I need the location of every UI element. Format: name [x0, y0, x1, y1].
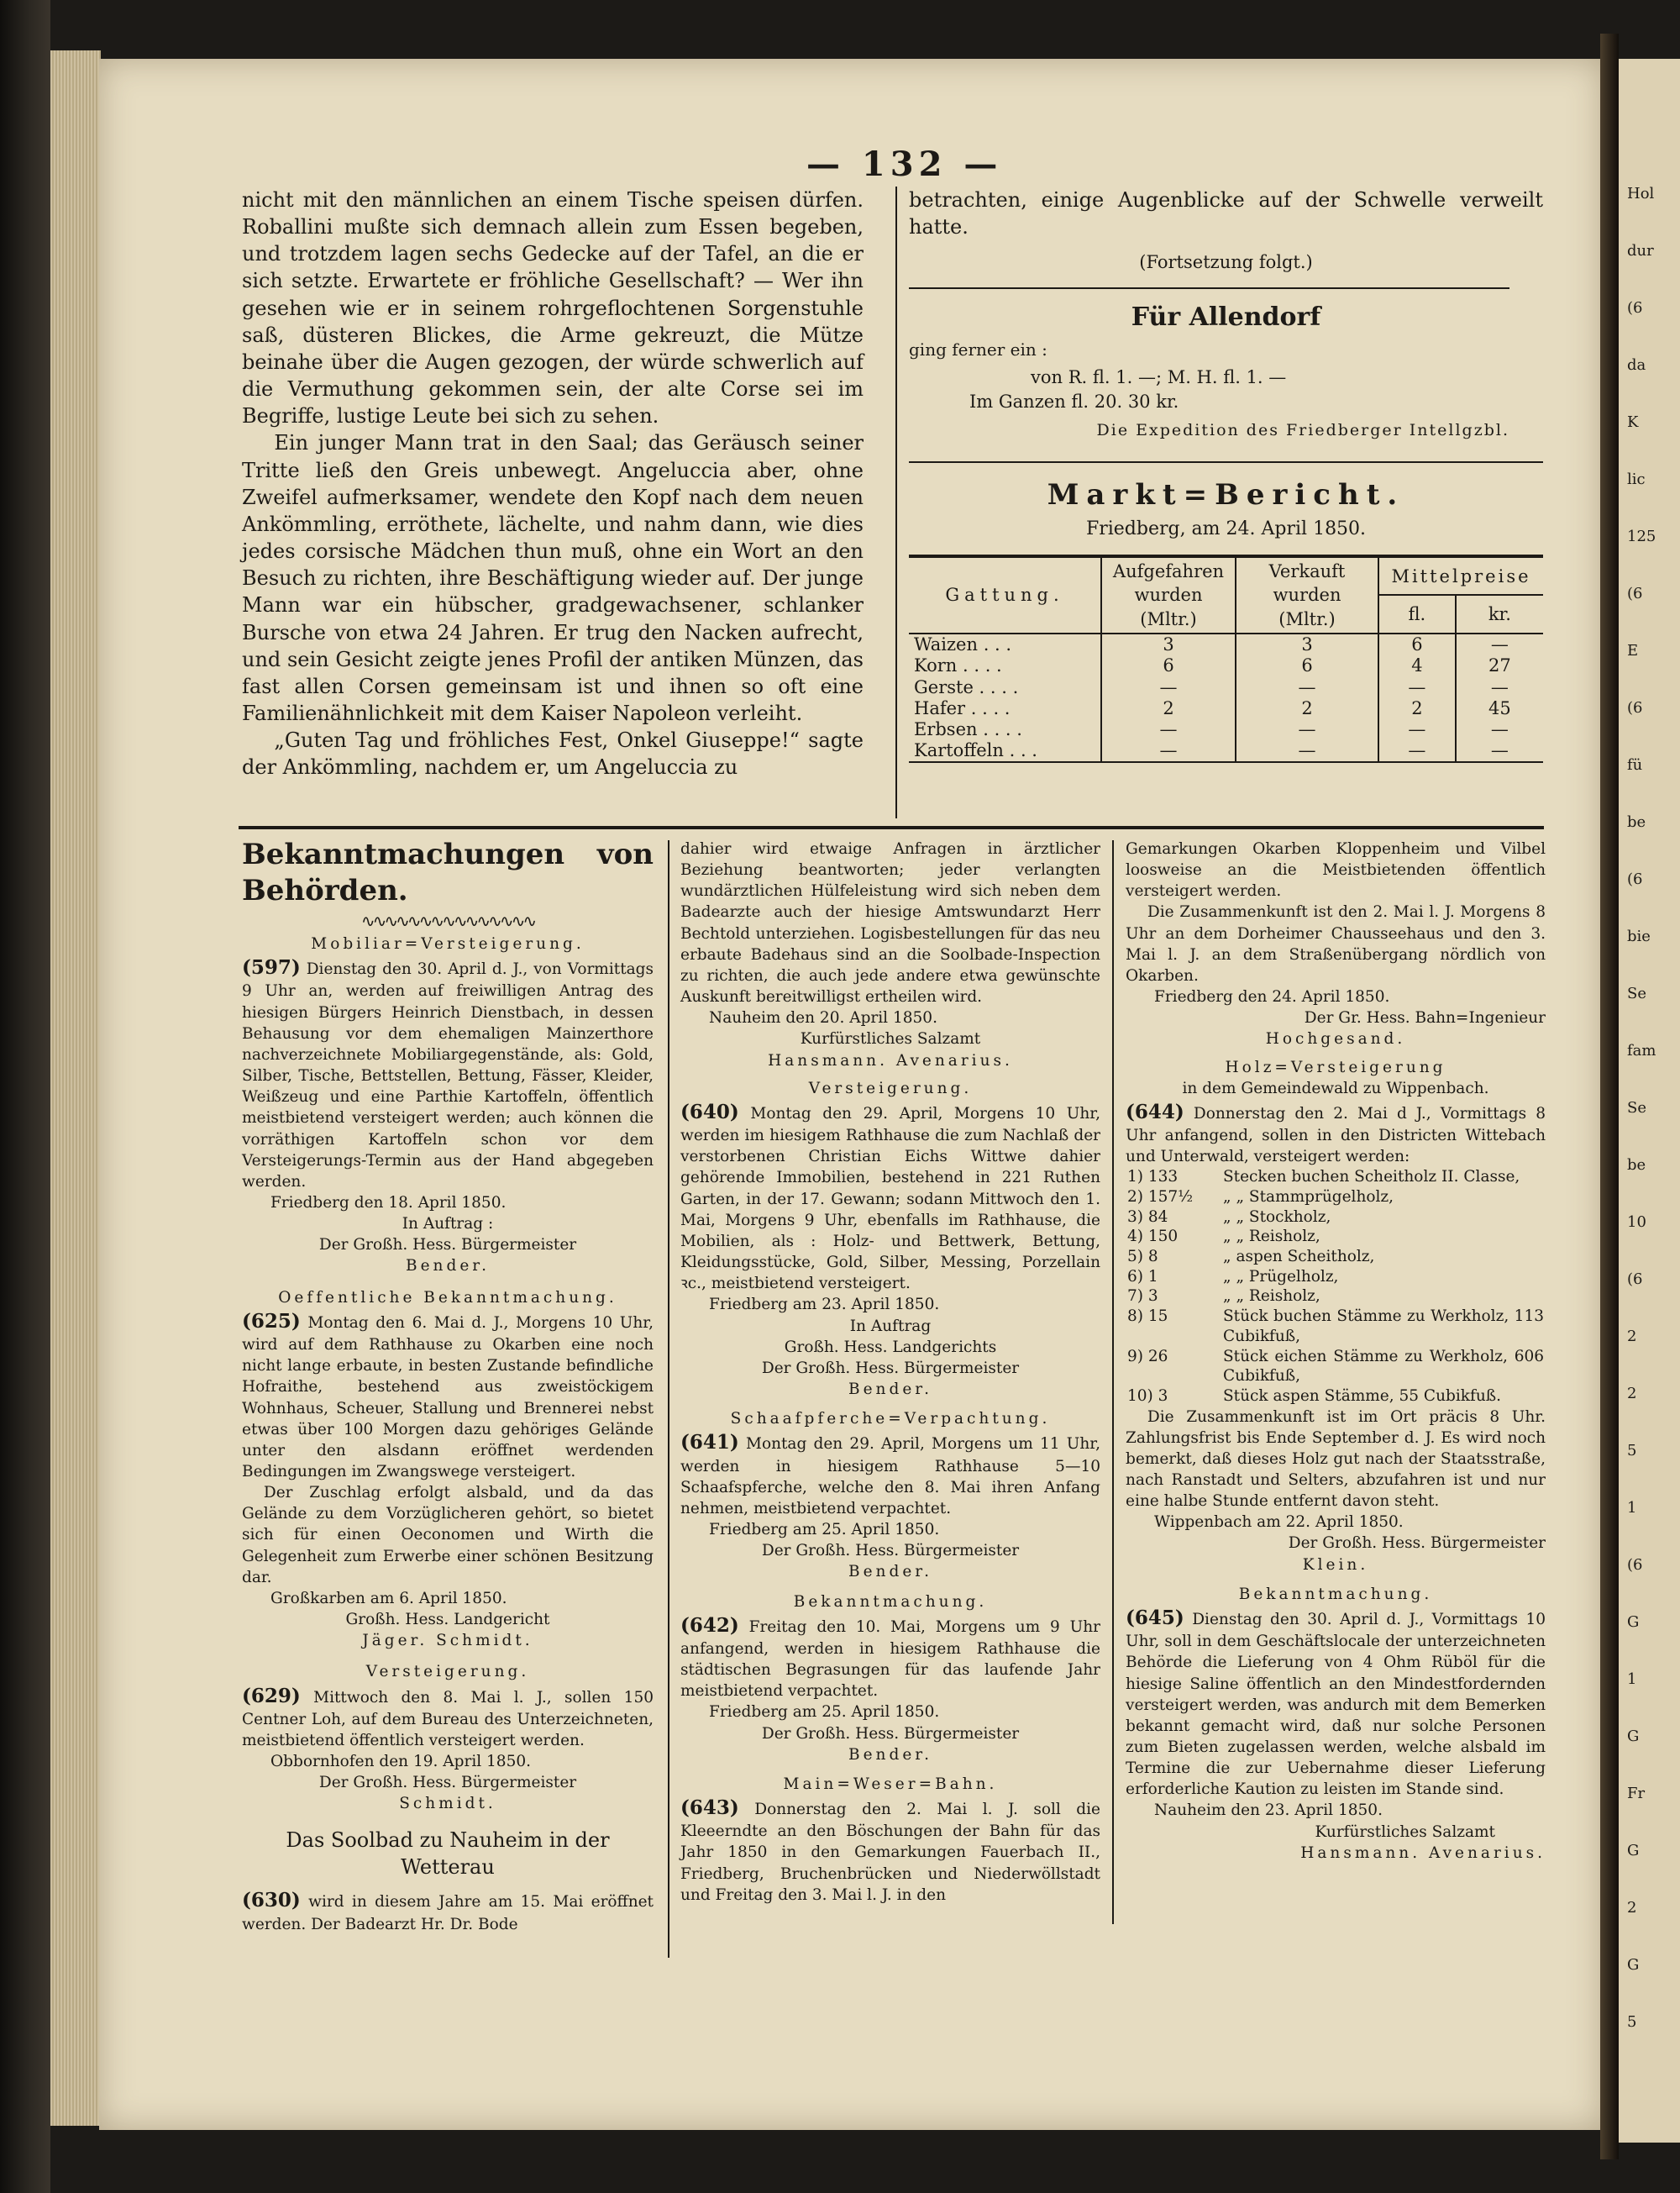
market-value: — — [1490, 740, 1509, 761]
wood-quantity: 7) 3 — [1127, 1287, 1158, 1306]
market-value: — — [1236, 740, 1378, 761]
market-value: 3 — [1236, 634, 1378, 655]
section-divider — [239, 826, 1544, 829]
notice-date: Nauheim den 20. April 1850. — [709, 1009, 937, 1028]
wood-item — [1126, 1167, 1546, 1187]
notice-title: Bekanntmachung. — [793, 1592, 988, 1611]
notice-title: Versteigerung. — [808, 1079, 973, 1097]
notice-date: Friedberg am 25. April 1850. — [709, 1703, 940, 1722]
wood-description: Stück eichen Stämme zu Werkholz, 606 Cubikfuß, — [1223, 1347, 1544, 1386]
market-value: 6 — [1378, 634, 1456, 655]
market-row — [909, 634, 1543, 655]
next-page-fragment: Fr — [1627, 1785, 1646, 1802]
next-page-fragment: 10 — [1627, 1213, 1646, 1231]
notice-subtitle: in dem Gemeindewald zu Wippenbach. — [1182, 1079, 1489, 1097]
book-gutter — [1600, 34, 1619, 2159]
column-rule — [1112, 840, 1114, 1924]
notice-number: (643) — [680, 1796, 739, 1820]
table-bottom-rule — [909, 761, 1543, 763]
notice-date: Friedberg den 24. April 1850. — [1154, 988, 1390, 1007]
wood-quantity: 1) 133 — [1127, 1168, 1179, 1186]
next-page-fragment: K — [1627, 413, 1639, 431]
market-row — [909, 719, 1543, 740]
market-value: — — [1101, 677, 1236, 698]
col-header-kr: kr. — [1488, 604, 1511, 625]
notice-signature: Kurfürstliches Salzamt — [1315, 1822, 1495, 1841]
wood-item — [1126, 1227, 1546, 1247]
notice-signature: Bender. — [848, 1380, 932, 1399]
market-row — [909, 740, 1543, 761]
ornament-squiggle: ∿∿∿∿∿∿∿∿∿∿∿∿∿∿∿ — [360, 911, 535, 931]
book-binding — [0, 0, 50, 2193]
notice-signature: Der Großh. Hess. Bürgermeister — [318, 1774, 577, 1792]
wood-description: Stecken buchen Scheitholz II. Classe, — [1223, 1168, 1520, 1186]
wood-quantity: 5) 8 — [1127, 1248, 1158, 1266]
market-report-date: Friedberg, am 24. April 1850. — [1085, 518, 1367, 539]
story-paragraph: nicht mit den männlichen an einem Tische speisen dürfen. Roballini mußte sich demnach allein zum Essen begeben, und trotzdem lagen sechs Gedecke auf der Tafel, an die er sich setzte. Erwartete er fröhliche Gesellschaft? — Wer ihn gesehen wie er in seinem rohrgeflochtenen Sorgenstuhle saß, düsteren Blickes, die Arme gekreuzt, die Mütze beinahe über die Augen gezogen, der würde schwerlich auf die Vermuthung gekommen sein, der alte Corse sei im Begriffe, lustige Leute bei sich zu sehen. — [242, 188, 864, 429]
notice-number: (597) — [242, 956, 301, 980]
notice-number: (629) — [242, 1684, 301, 1707]
notice-title: Schaafpferche=Verpachtung. — [730, 1410, 1051, 1428]
notice-number: (641) — [680, 1431, 739, 1454]
notice-date: Obbornhofen den 19. April 1850. — [270, 1753, 532, 1771]
market-row — [909, 677, 1543, 698]
notice-title: Bekanntmachung. — [1238, 1585, 1433, 1603]
col-header-type: Gattung. — [909, 558, 1101, 634]
wood-quantity: 2) 157½ — [1127, 1188, 1194, 1207]
notice-text: Montag den 29. April, Morgens 10 Uhr, werden im hiesigem Rathhause die zum Nachlaß der verstorbenen Christian Eichs Wittwe dahier gehörende Immobilien, bestehend in 221 Ruthen Garten, in der 17. Gewann; sodann Mittwoch den 1. Mai, Morgens 9 Uhr, ebenfalls im Rathhause, die Mobilien, als : Holz- und Bettwerk, Bettung, Kleidungsstücke, Gold, Silber, Messing, Porzellain ꝛc., meistbietend versteigert. — [680, 1104, 1100, 1293]
notice-signature: Der Großh. Hess. Bürgermeister — [761, 1359, 1020, 1377]
notice-signature: Bender. — [848, 1745, 932, 1764]
wood-item — [1126, 1286, 1546, 1307]
section-rule — [909, 461, 1543, 463]
notice-date: Nauheim den 23. April 1850. — [1154, 1801, 1383, 1820]
notice-signature: Der Großh. Hess. Bürgermeister — [1288, 1534, 1546, 1553]
wood-quantity: 8) 15 — [1127, 1307, 1168, 1326]
col-header-sold — [1236, 558, 1378, 634]
grain-name: Kartoffeln . . . — [909, 740, 1101, 761]
wood-item — [1126, 1187, 1546, 1207]
notice-number: (630) — [242, 1889, 301, 1912]
wood-quantity: 4) 150 — [1127, 1228, 1179, 1246]
wood-quantity: 6) 1 — [1127, 1267, 1158, 1286]
notice-signature: Der Großh. Hess. Bürgermeister — [761, 1542, 1020, 1560]
market-table — [909, 558, 1543, 761]
market-row — [909, 698, 1543, 719]
section-rule — [909, 287, 1509, 289]
notice-date: Friedberg den 18. April 1850. — [270, 1193, 507, 1212]
market-value: — — [1490, 718, 1509, 739]
notice-date: Großkarben am 6. April 1850. — [270, 1589, 507, 1607]
col-header-delivered — [1101, 558, 1236, 634]
grain-name: Gerste . . . . — [909, 677, 1101, 698]
col-header-fl: fl. — [1378, 595, 1456, 634]
next-page-fragment: 2 — [1627, 1899, 1637, 1917]
notice-text: Montag den 6. Mai d. J., Morgens 10 Uhr, wird auf dem Rathhause zu Okarben eine noch nicht lange erbaute, in besten Zustande befindliche Hofraithe, bestehend aus zweistöckigem Wohnhaus, Scheuer, Stallung und Brennerei nebst etwas über 100 Morgen dazu gehöriges Gelände unter den alsdann eröffnet werdenden Bedingungen im Zwangswege versteigert. — [242, 1313, 654, 1480]
notice-number: (644) — [1126, 1100, 1184, 1123]
wood-quantity: 10) 3 — [1127, 1386, 1168, 1405]
wood-item — [1126, 1307, 1546, 1346]
notice-signature: Der Großh. Hess. Bürgermeister — [761, 1724, 1020, 1743]
column-rule — [895, 187, 897, 818]
notice-text: Freitag den 10. Mai, Morgens um 9 Uhr anfangend, werden in hiesigem Rathhause die städtischen Begrasungen für das laufende Jahr meistbietend verpachtet. — [680, 1617, 1100, 1701]
story-column-right — [909, 187, 1543, 763]
next-page-fragment: G — [1627, 1842, 1640, 1859]
page-number: — 132 — — [806, 145, 1003, 184]
wood-quantity: 9) 26 — [1127, 1347, 1168, 1365]
grain-name: Waizen . . . — [909, 634, 1101, 655]
market-value: 45 — [1488, 697, 1511, 718]
unit-label: (Mltr.) — [1140, 608, 1197, 629]
notice-date: Wippenbach am 22. April 1850. — [1154, 1513, 1404, 1532]
market-value: — — [1378, 740, 1456, 761]
notice-date: Friedberg am 23. April 1850. — [709, 1296, 940, 1314]
notices-column-2 — [680, 839, 1100, 1906]
notice-signature: Großh. Hess. Landgericht — [345, 1611, 550, 1629]
notice-signature: Jäger. Schmidt. — [362, 1632, 533, 1650]
story-paragraph: Ein junger Mann trat in den Saal; das Geräusch seiner Tritte ließ den Greis unbewegt. Angeluccia aber, ohne Zweifel aufmerksamer, wendete den Kopf nach dem neuen Ankömmling, erröthete, lächelte, und nahm dann, wie dies jedes corsische Mädchen thun muß, ohne ein Wort an den Besuch zu richten, ihre Beschäftigung wieder auf. Der junge Mann war ein hübscher, gradgewachsener, schlanker Bursche von etwa 24 Jahren. Er trug den Nacken aufrecht, und sein Gesicht zeigte jenes Profil der antiken Münzen, das fast allen Corsen gemeinsam ist und ihnen so oft eine Familienähnlichkeit mit dem Kaiser Napoleon verleiht. — [242, 431, 864, 725]
notice-title: Oeffentliche Bekanntmachung. — [278, 1288, 617, 1307]
notice-number: (640) — [680, 1100, 739, 1123]
wood-item — [1126, 1347, 1546, 1386]
next-page-fragment: Se — [1627, 985, 1646, 1002]
next-page-fragment: (6 — [1627, 299, 1643, 317]
notice-signature: Kurfürstliches Salzamt — [800, 1030, 981, 1049]
next-page-fragment: lic — [1627, 471, 1646, 488]
notice-number: (625) — [242, 1309, 301, 1333]
wood-item — [1126, 1386, 1546, 1407]
wood-description: „ „ Reisholz, — [1223, 1228, 1320, 1246]
story-paragraph: „Guten Tag und fröhliches Fest, Onkel Giuseppe!“ sagte der Ankömmling, nachdem er, um Angeluccia zu — [242, 728, 864, 780]
notice-text: Die Zusammenkunft ist im Ort präcis 8 Uhr. Zahlungsfrist bis Ende September d. J. Es wird noch bemerkt, daß dieses Holz gut nach der Staatsstraße, nach Ranstadt und Selters, abzufahren ist und nur eine halbe Stunde entfernt davon steht. — [1126, 1407, 1546, 1511]
notice-signature: Klein. — [1302, 1555, 1369, 1574]
notice-text: Donnerstag den 2. Mai l. J. soll die Kleeerndte an den Böschungen der Bahn für das Jahr 1850 in den Gemarkungen Fauerbach II., Friedberg, Bruchenbrücken und Niederwöllstadt und Freitag den 3. Mai l. J. in den — [680, 1801, 1100, 1904]
wood-item — [1126, 1207, 1546, 1228]
story-continuation: betrachten, einige Augenblicke auf der Schwelle verweilt hatte. — [909, 188, 1543, 239]
notice-text: dahier wird etwaige Anfragen in ärztlicher Beziehung beantworten; jeder verlangten wundärztlichen Hülfeleistung wird sich neben dem Badearzte auch der hiesige Amtswundarzt Herr Bechtold unterziehen. Logisbestellungen für das neu erbaute Badehaus sind an die Soolbade-Inspection zu richten, die auch jede andere etwa gewünschte Auskunft bereitwilligst ertheilen wird. — [680, 840, 1100, 1007]
next-page-fragment: G — [1627, 1613, 1640, 1631]
unit-label: (Mltr.) — [1278, 608, 1336, 629]
page-edges — [50, 50, 101, 2126]
wood-description: „ „ Prügelholz, — [1223, 1267, 1339, 1286]
notice-signature: Hansmann. Avenarius. — [1300, 1843, 1546, 1862]
notice-commission: In Auftrag : — [402, 1215, 494, 1233]
next-page-fragment: bie — [1627, 928, 1651, 945]
notices-heading: Bekanntmachungen von Behörden. — [242, 838, 654, 907]
notices-column-3 — [1126, 839, 1546, 1864]
next-page-fragment: 125 — [1627, 528, 1656, 545]
next-page-fragment: G — [1627, 1728, 1640, 1745]
notice-text: Der Zuschlag erfolgt alsbald, und da das Gelände zu dem Vorzüglicheren gehört, so bietet sich für einen Oeconomen und Wirth die Gelegenheit zum Erwerbe einer schönen Besitzung dar. — [242, 1484, 654, 1586]
market-value: — — [1236, 677, 1378, 698]
market-value: — — [1378, 719, 1456, 740]
market-value: — — [1490, 676, 1509, 697]
to-be-continued: (Fortsetzung folgt.) — [1139, 252, 1313, 273]
notice-text: Montag den 29. April, Morgens um 11 Uhr, werden in hiesigem Rathhause 5—10 Schaafspferche, welche den 8. Mai ihren Anfang nehmen, meistbietend verpachtet. — [680, 1435, 1100, 1517]
market-value: 6 — [1236, 655, 1378, 676]
market-value: 4 — [1378, 655, 1456, 676]
next-page-fragment: (6 — [1627, 870, 1643, 888]
notice-text: Dienstag den 30. April d. J., Vormittags 10 Uhr, soll in dem Geschäftslocale der unterzeichneten Behörde die Lieferung von 4 Ohm Rüböl für die hiesige Saline öffentlich an den Mindestfordernden versteigert werden, was andurch mit dem Bemerken bekannt gemacht wird, daß nur solche Personen zum Bieten zugelassen werden, welche alsbald im Termine die zur Uebernahme dieser Lieferung erforderliche Kaution zu leisten im Stande sind. — [1126, 1610, 1546, 1799]
notice-text: Die Zusammenkunft ist den 2. Mai l. J. Morgens 8 Uhr an dem Dorheimer Chausseehaus und den 3. Mai l. J. an dem Straßenübergang nördlich von Okarben. — [1126, 903, 1546, 985]
next-page-fragment: 5 — [1627, 1442, 1637, 1459]
notice-signature: Bender. — [406, 1257, 490, 1275]
allendorf-total: Im Ganzen fl. 20. 30 kr. — [969, 391, 1179, 412]
notice-commission: In Auftrag — [849, 1317, 932, 1335]
next-page-fragment: 5 — [1627, 2013, 1637, 2031]
wood-quantity: 3) 84 — [1127, 1207, 1168, 1226]
next-page-fragment: E — [1627, 642, 1639, 660]
market-value: 27 — [1488, 655, 1511, 676]
wood-description: „ „ Stammprügelholz, — [1223, 1188, 1394, 1207]
market-value: 3 — [1101, 634, 1236, 655]
next-page-fragment: fam — [1627, 1042, 1656, 1060]
next-page-fragment: fü — [1627, 756, 1643, 774]
notice-text: Mittwoch den 8. Mai l. J., sollen 150 Centner Loh, auf dem Bureau des Unterzeichneten, meistbietend öffentlich versteigert werden. — [242, 1688, 654, 1749]
notice-signature: Hochgesand. — [1265, 1030, 1406, 1049]
next-page-fragment: (6 — [1627, 585, 1643, 602]
notice-signature: Hansmann. Avenarius. — [768, 1051, 1013, 1070]
delivered-label: Aufgefahren wurden — [1112, 561, 1225, 606]
notice-signature: Schmidt. — [399, 1795, 496, 1813]
notice-heading: Das Soolbad zu Nauheim in der Wetterau — [286, 1828, 610, 1879]
wood-description: „ „ Stockholz, — [1223, 1207, 1331, 1226]
next-page-fragment: (6 — [1627, 1556, 1643, 1574]
grain-name: Erbsen . . . . — [909, 719, 1101, 740]
notice-title: Holz=Versteigerung — [1225, 1058, 1446, 1076]
next-page-fragment: dur — [1627, 242, 1654, 260]
notice-number: (642) — [680, 1613, 739, 1637]
next-page-fragment: (6 — [1627, 699, 1643, 717]
notice-title: Versteigerung. — [365, 1663, 530, 1681]
wood-item — [1126, 1267, 1546, 1287]
column-rule — [668, 840, 669, 1958]
sold-label: Verkauft wurden — [1268, 561, 1346, 606]
wood-description: „ aspen Scheitholz, — [1223, 1248, 1375, 1266]
market-value: — — [1101, 719, 1236, 740]
allendorf-line: ging ferner ein : — [909, 339, 1047, 360]
notice-date: Friedberg am 25. April 1850. — [709, 1521, 940, 1539]
market-value: 2 — [1236, 698, 1378, 719]
market-value: — — [1490, 634, 1509, 655]
wood-list — [1126, 1167, 1546, 1406]
market-report-title: Markt=Bericht. — [1047, 478, 1405, 513]
notice-signature: Der Gr. Hess. Bahn=Ingenieur — [1304, 1009, 1546, 1028]
market-value: 2 — [1378, 698, 1456, 719]
wood-description: Stück aspen Stämme, 55 Cubikfuß. — [1223, 1386, 1501, 1405]
notice-signature: Der Großh. Hess. Bürgermeister — [318, 1236, 577, 1254]
notice-text: wird in diesem Jahre am 15. Mai eröffnet werden. Der Badearzt Hr. Dr. Bode — [242, 1893, 654, 1933]
next-page-fragment: be — [1627, 813, 1646, 831]
market-value: — — [1378, 677, 1456, 698]
market-value: — — [1101, 740, 1236, 761]
notice-title: Main=Weser=Bahn. — [783, 1775, 998, 1793]
notices-column-1 — [242, 837, 654, 1935]
notice-number: (645) — [1126, 1606, 1184, 1629]
grain-name: Korn . . . . — [909, 655, 1101, 676]
next-page-fragment: 2 — [1627, 1385, 1637, 1402]
notice-text: Gemarkungen Okarben Kloppenheim und Vilbel loosweise an die Meistbietenden öffentlich versteigert werden. — [1126, 840, 1546, 901]
next-page-fragment: da — [1627, 356, 1646, 374]
allendorf-title: Für Allendorf — [1131, 302, 1321, 333]
market-value: 2 — [1101, 698, 1236, 719]
market-value: 6 — [1101, 655, 1236, 676]
next-page-fragment: 1 — [1627, 1670, 1637, 1688]
next-page-fragment: 2 — [1627, 1328, 1637, 1345]
market-value: — — [1236, 719, 1378, 740]
next-page-fragment: 1 — [1627, 1499, 1637, 1517]
market-row — [909, 655, 1543, 676]
next-page-fragment: (6 — [1627, 1270, 1643, 1288]
next-page-fragment: G — [1627, 1956, 1640, 1974]
notice-signature: Großh. Hess. Landgerichts — [784, 1338, 997, 1356]
notice-text: Donnerstag den 2. Mai d J., Vormittags 8 Uhr anfangend, sollen in den Districten Wittebach und Unterwald, versteigert werden: — [1126, 1104, 1546, 1166]
grain-name: Hafer . . . . — [909, 698, 1101, 719]
next-page-fragment: Hol — [1627, 185, 1655, 202]
next-page-fragment: be — [1627, 1156, 1646, 1174]
wood-description: Stück buchen Stämme zu Werkholz, 113 Cubikfuß, — [1223, 1307, 1544, 1345]
allendorf-sign: Die Expedition des Friedberger Intellgzbl. — [1096, 420, 1509, 439]
allendorf-line: von R. fl. 1. —; M. H. fl. 1. — — [1031, 367, 1287, 388]
notice-title: Mobiliar=Versteigerung. — [311, 935, 585, 953]
wood-description: „ „ Reisholz, — [1223, 1287, 1320, 1306]
story-column-left — [242, 187, 864, 781]
next-page-fragment: Se — [1627, 1099, 1646, 1117]
col-header-avg-price: Mittelpreise — [1378, 558, 1543, 595]
notice-text: Dienstag den 30. April d. J., von Vormittags 9 Uhr an, werden auf freiwilligen Antrag des hiesigen Bürgers Heinrich Dienstbach, in dessen Behausung vor dem ehemaligen Mainzerthore nachverzeichnete Mobiliargegenstände, als: Gold, Silber, Tische, Bettstellen, Bettung, Fässer, Kleider, Weißzeug und eine Parthie Kartoffeln, öffentlich meistbietend versteigert werden; auch können die vorräthigen Kartoffeln schon vor dem Versteigerungs-Termin aus der Hand abgegeben werden. — [242, 960, 654, 1191]
next-page-edge — [1619, 59, 1680, 2143]
wood-item — [1126, 1247, 1546, 1267]
notice-signature: Bender. — [848, 1563, 932, 1581]
